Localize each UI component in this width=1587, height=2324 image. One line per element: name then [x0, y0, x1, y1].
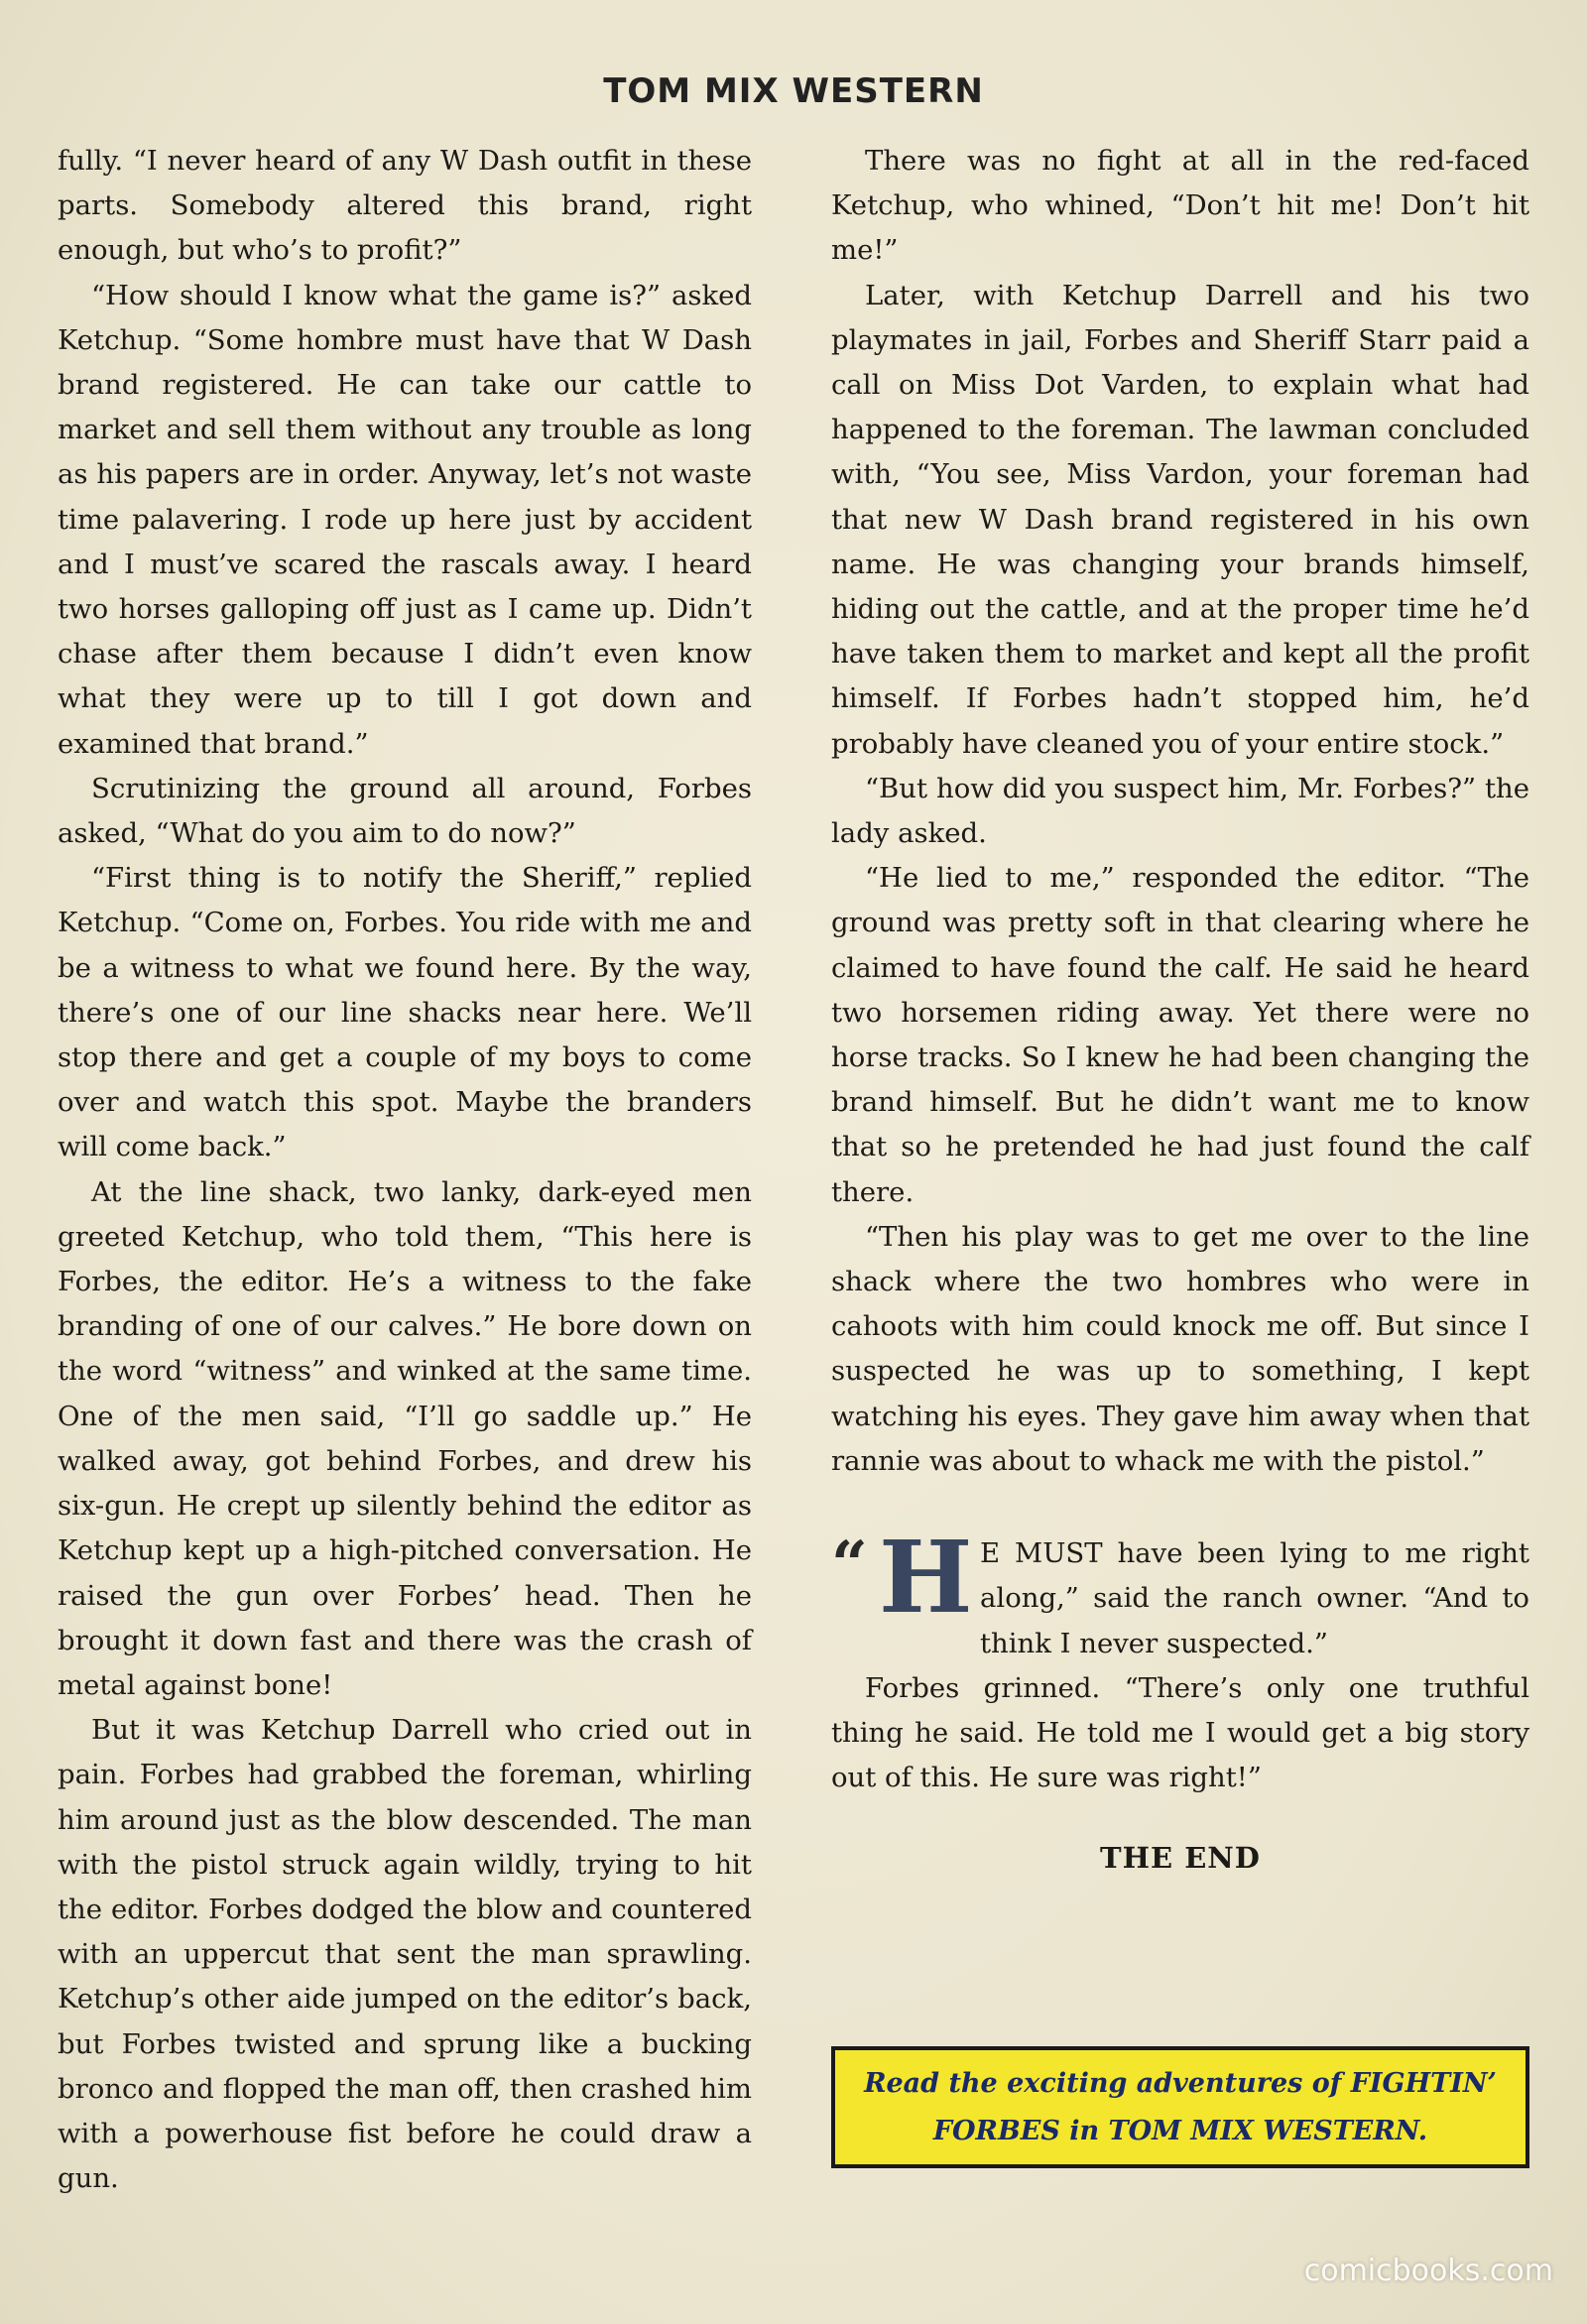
left-column	[58, 139, 752, 2201]
running-head: TOM MIX WESTERN	[603, 71, 984, 111]
paragraph: “Then his play was to get me over to the line shack where the two hombres who were in cahoots with him could knock me off. But since I suspected he was up to something, I kept watching his eyes. They gave him away when that rannie was about to whack me with the pistol.”	[831, 1220, 1529, 1477]
watermark: comicbooks.com	[1303, 2254, 1553, 2288]
paragraph: Later, with Ketchup Darrell and his two playmates in jail, Forbes and Sheriff Starr paid a call on Miss Dot Varden, to explain what had happened to the foreman. The lawman concluded with, “You see, Miss Vardon, your foreman had that new W Dash brand registered in his own name. He was changing your brands himself, hiding out the cattle, and at the proper time he’d have taken them to market and kept all the profit himself. If Forbes hadn’t stopped him, he’d probably have cleaned you of your entire stock.”	[831, 279, 1529, 760]
paragraph: Scrutinizing the ground all around, Forbes asked, “What do you aim to do now?”	[58, 772, 752, 850]
promo-line: Read the exciting adventures of FIGHTIN’	[864, 2067, 1497, 2099]
paragraph: “But how did you suspect him, Mr. Forbes?” the lady asked.	[831, 772, 1529, 850]
the-end: THE END	[1100, 1841, 1261, 1876]
paragraph: “First thing is to notify the Sheriff,” replied Ketchup. “Come on, Forbes. You ride with me and be a witness to what we found here. By the way, there’s one of our line shacks near here. We’ll stop there and get a couple of my boys to come over and watch this spot. Maybe the branders will come back.”	[58, 862, 752, 1163]
paragraph: But it was Ketchup Darrell who cried out in pain. Forbes had grabbed the foreman, whirling him around just as the blow descended. The man with the pistol struck again wildly, trying to hit the editor. Forbes dodged the blow and countered with an uppercut that sent the man sprawling. Ketchup’s other aide jumped on the editor’s back, but Forbes twisted and sprung like a bucking bronco and flopped the man off, then crashed him with a powerhouse fist before he could draw a gun.	[58, 1714, 752, 2195]
paragraph: There was no fight at all in the red-faced Ketchup, who whined, “Don’t hit me! Don’t hit me!”	[831, 145, 1529, 267]
promo-text	[864, 2060, 1497, 2155]
dropcap-quote: “	[831, 1528, 868, 1603]
dropcap-paragraph	[831, 1519, 1529, 1666]
paragraph: fully. “I never heard of any W Dash outfit in these parts. Somebody altered this brand, right enough, but who’s to profit?”	[58, 145, 752, 267]
dropcap-letter: H	[879, 1519, 973, 1637]
promo-line: FORBES in TOM MIX WESTERN.	[932, 2115, 1428, 2146]
paragraph: At the line shack, two lanky, dark-eyed men greeted Ketchup, who told them, “This here is Forbes, the editor. He’s a witness to the fake branding of one of our calves.” He bore down on the word “witness” and winked at the same time. One of the men said, “I’ll go saddle up.” He walked away, got behind Forbes, and drew his six-gun. He crept up silently behind the editor as Ketchup kept up a high-pitched conversation. He raised the gun over Forbes’ head. Then he brought it down fast and there was the crash of metal against bone!	[58, 1175, 752, 1701]
right-column	[831, 139, 1529, 1882]
paragraph: “How should I know what the game is?” asked Ketchup. “Some hombre must have that W Dash brand registered. He can take our cattle to market and sell them without any trouble as long as his papers are in order. Anyway, let’s not waste time palavering. I rode up here just by accident and I must’ve scared the rascals away. I heard two horses galloping off just as I came up. Didn’t chase after them because I didn’t even know what they were up to till I got down and examined that brand.”	[58, 279, 752, 760]
promo-box	[831, 2046, 1529, 2168]
paragraph: Forbes grinned. “There’s only one truthful thing he said. He told me I would get a big story out of this. He sure was right!”	[831, 1671, 1529, 1794]
dropcap	[831, 1519, 973, 1637]
dropcap-text: E MUST have been lying to me right along,” said the ranch owner. “And to think I never suspected.”	[980, 1537, 1529, 1659]
paragraph: “He lied to me,” responded the editor. “The ground was pretty soft in that clearing where he claimed to have found the calf. He said he heard two horsemen riding away. Yet there were no horse tracks. So I knew he had been changing the brand himself. But he didn’t want me to know that so he pretended he had just found the calf there.	[831, 862, 1529, 1208]
